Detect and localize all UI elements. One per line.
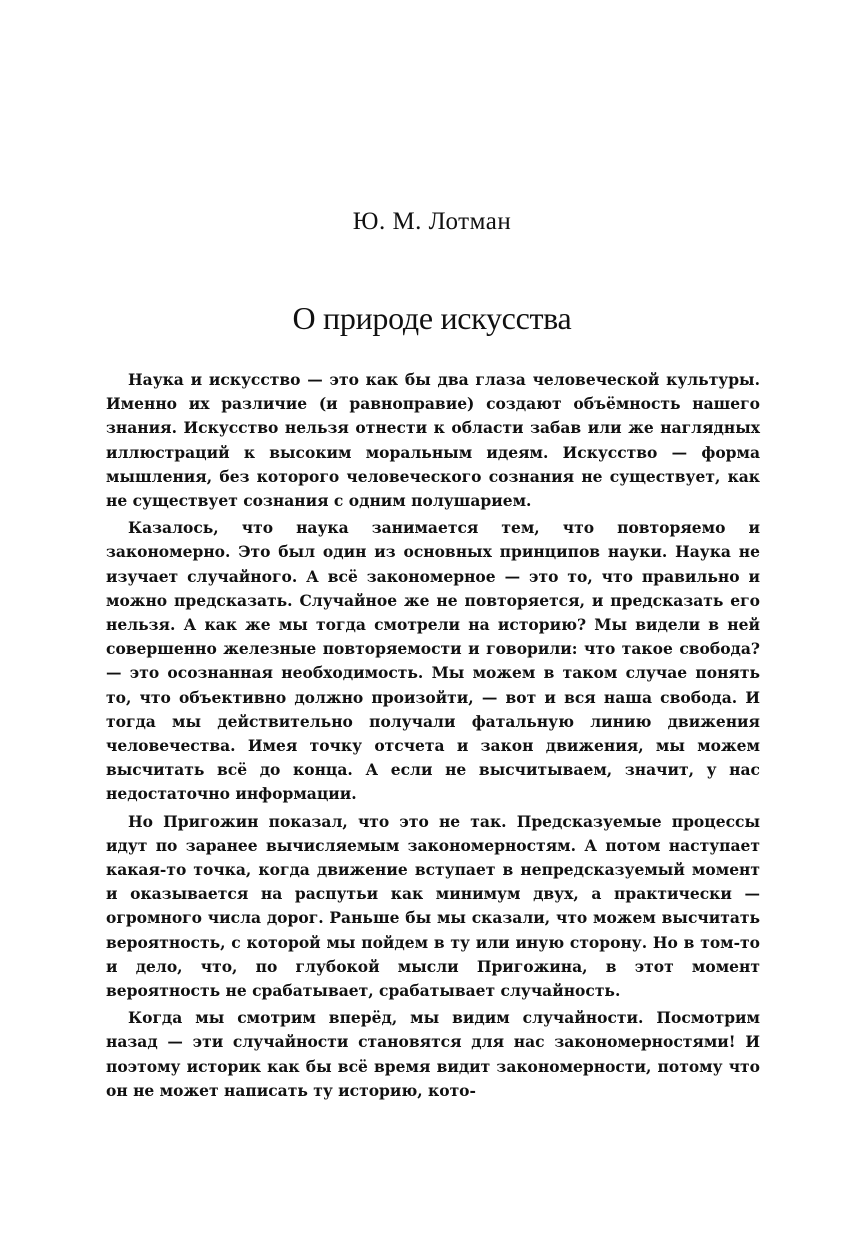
essay-title: О природе искусства [292, 300, 572, 336]
author-name: Ю. М. Лотман [352, 208, 512, 235]
paragraph: Когда мы смотрим вперёд, мы видим случайности. Посмотрим назад — эти случайности становятся для нас закономерностями! И поэтому историк как бы всё время видит закономерности, потому что он не может написать ту историю, кото- [106, 1008, 760, 1100]
paragraph: Но Пригожин показал, что это не так. Предсказуемые процессы идут по заранее вычисляемым закономерностям. А потом наступает какая-то точка, когда движение вступает в непредсказуемый момент и оказывается на распутьи как минимум двух, а практически — огромного числа дорог. Раньше бы мы сказали, что можем высчитать вероятность, с которой мы пойдем в ту или иную сторону. Но в том-то и дело, что, по глубокой мысли Пригожина, в этот момент вероятность не срабатывает, срабатывает случайность. [106, 811, 760, 1001]
paragraph: Наука и искусство — это как бы два глаза человеческой культуры. Именно их различие (и равноправие) создают объёмность нашего знания. Искусство нельзя отнести к области забав или же наглядных иллюстраций к высоким моральным идеям. Искусство — форма мышления, без которого человеческого сознания не существует, как не существует сознания с одним полушарием. [106, 370, 760, 511]
essay-body [106, 368, 760, 1103]
paragraph: Казалось, что наука занимается тем, что повторяемо и закономерно. Это был один из основных принципов науки. Наука не изучает случайного. А всё закономерное — это то, что правильно и можно предсказать. Случайное же не повторяется, и предсказать его нельзя. А как же мы тогда смотрели на историю? Мы видели в ней совершенно железные повторяемости и говорили: что такое свобода? — это осознанная необходимость. Мы можем в таком случае понять то, что объективно должно произойти, — вот и вся наша свобода. И тогда мы действительно получали фатальную линию движения человечества. Имея точку отсчета и закон движения, мы можем высчитать всё до конца. А если не высчитываем, значит, у нас недостаточно информации. [106, 518, 760, 804]
